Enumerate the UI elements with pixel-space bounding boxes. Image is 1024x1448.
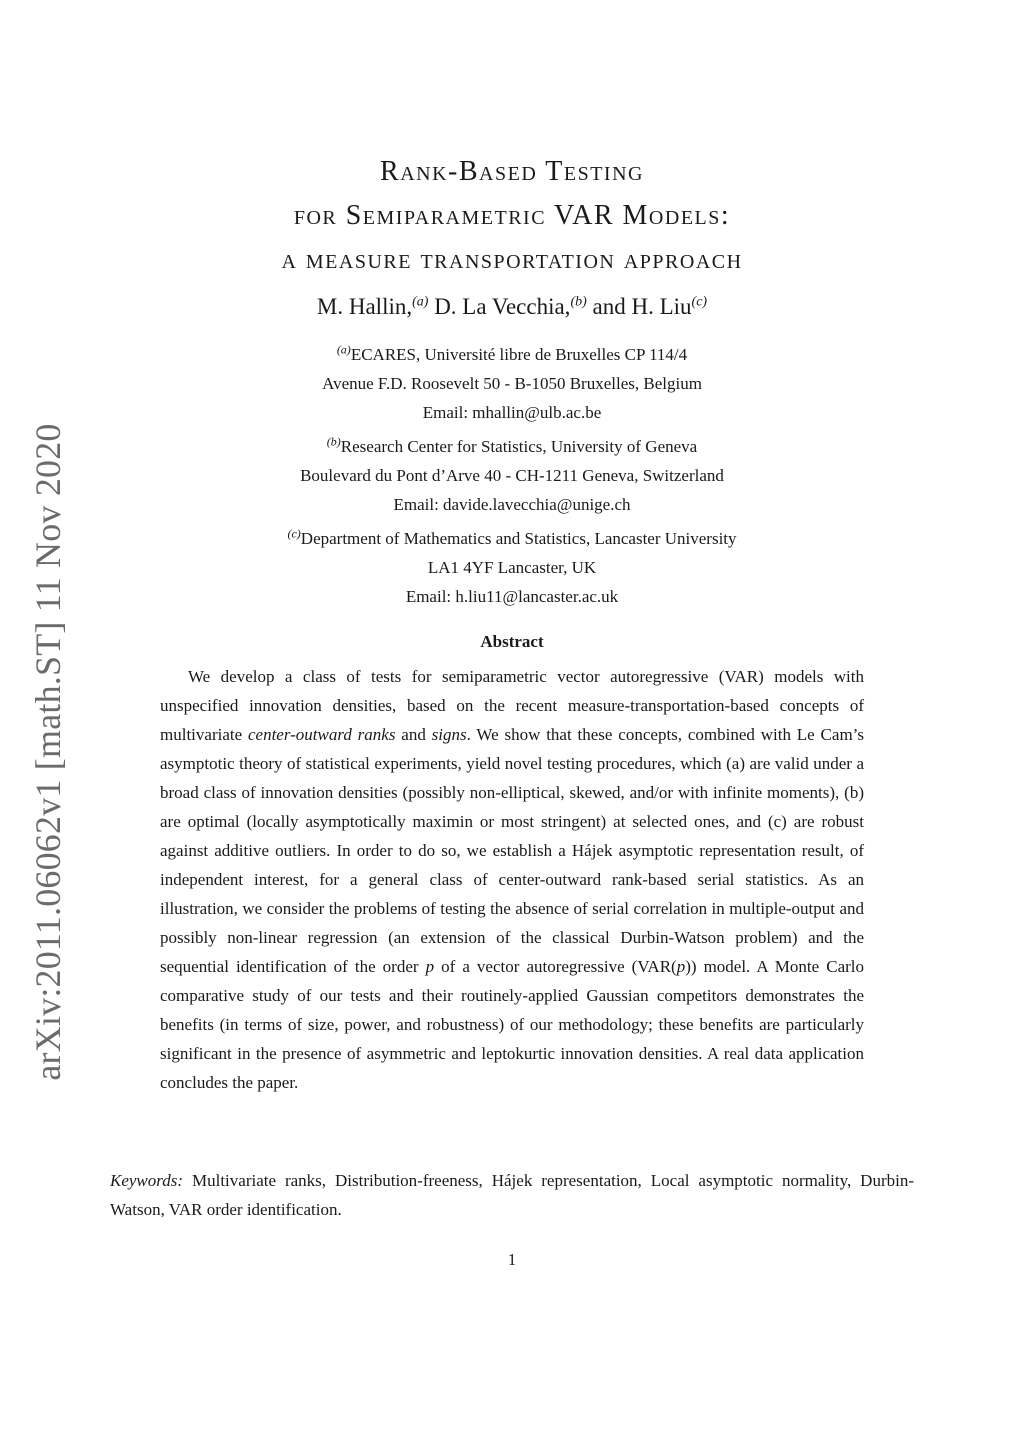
author-name: M. Hallin, — [316, 294, 413, 319]
author-list — [160, 290, 864, 324]
affiliation-institution: Research Center for Statistics, University of Geneva — [340, 437, 698, 456]
affiliation-b — [160, 432, 864, 519]
keywords — [110, 1166, 914, 1224]
affiliation-address: LA1 4YF Lancaster, UK — [427, 558, 597, 577]
title-line-1: Rank-Based Testing — [380, 156, 644, 187]
affiliation-marker: (b) — [326, 434, 341, 449]
affiliation-c — [160, 524, 864, 611]
affiliation-address: Boulevard du Pont d’Arve 40 - CH-1211 Geneva, Switzerland — [300, 466, 724, 485]
affiliation-email: Email: mhallin@ulb.ac.be — [422, 403, 602, 422]
affiliation-institution: Department of Mathematics and Statistics, Lancaster University — [300, 529, 737, 548]
affiliation-marker: (a) — [336, 342, 351, 357]
affiliation-email: Email: h.liu11@lancaster.ac.uk — [405, 587, 619, 606]
author-name: and H. Liu — [586, 294, 692, 319]
abstract-heading: Abstract — [480, 632, 544, 651]
affiliation-a — [160, 340, 864, 427]
affiliation-email: Email: davide.lavecchia@unige.ch — [393, 495, 631, 514]
affiliation-marker: (c) — [287, 526, 301, 541]
arxiv-identifier-stamp: arXiv:2011.06062v1 [math.ST] 11 Nov 2020 — [28, 423, 68, 1081]
author-name: D. La Vecchia, — [428, 294, 571, 319]
affiliation-marker: (b) — [570, 294, 587, 310]
abstract-text: We develop a class of tests for semiparametric vector autoregressive (VAR) models with unspecified innovation densities, based on the recent measure-transportation-based concepts of multivariate center-outward ranks and signs. We show that these concepts, combined with Le Cam’s asymptotic theory of statistical experiments, yield novel testing procedures, which (a) are valid under a broad class of innovation densities (possibly non-elliptical, skewed, and/or with infinite moments), (b) are optimal (locally asymptotically maximin or most stringent) at selected ones, and (c) are robust against additive outliers. In order to do so, we establish a Hájek asymptotic representation result, of independent interest, for a general class of center-outward rank-based serial statistics. As an illustration, we consider the problems of testing the absence of serial correlation in multiple-output and possibly non-linear regression (an extension of the classical Durbin-Watson problem) and the sequential identification of the order p of a vector autoregressive (VAR(p)) model. A Monte Carlo comparative study of our tests and their routinely-applied Gaussian competitors demonstrates the benefits (in terms of size, power, and robustness) of our methodology; these benefits are particularly significant in the presence of asymmetric and leptokurtic innovation densities. A real data application concludes the paper. — [160, 667, 865, 1092]
keywords-label: Keywords: — [110, 1171, 184, 1190]
affiliation-marker: (a) — [412, 294, 429, 310]
affiliation-address: Avenue F.D. Roosevelt 50 - B-1050 Bruxelles, Belgium — [322, 374, 702, 393]
paper-title — [160, 150, 864, 282]
keywords-text: Multivariate ranks, Distribution-freeness, Hájek representation, Local asymptotic normality, Durbin-Watson, VAR order identification. — [110, 1171, 914, 1219]
affiliation-institution: ECARES, Université libre de Bruxelles CP 114/4 — [350, 345, 688, 364]
affiliation-marker: (c) — [691, 294, 708, 310]
title-line-2: for Semiparametric VAR Models: — [293, 200, 731, 231]
title-line-3: a measure transportation approach — [281, 244, 743, 275]
page-number: 1 — [507, 1250, 517, 1269]
